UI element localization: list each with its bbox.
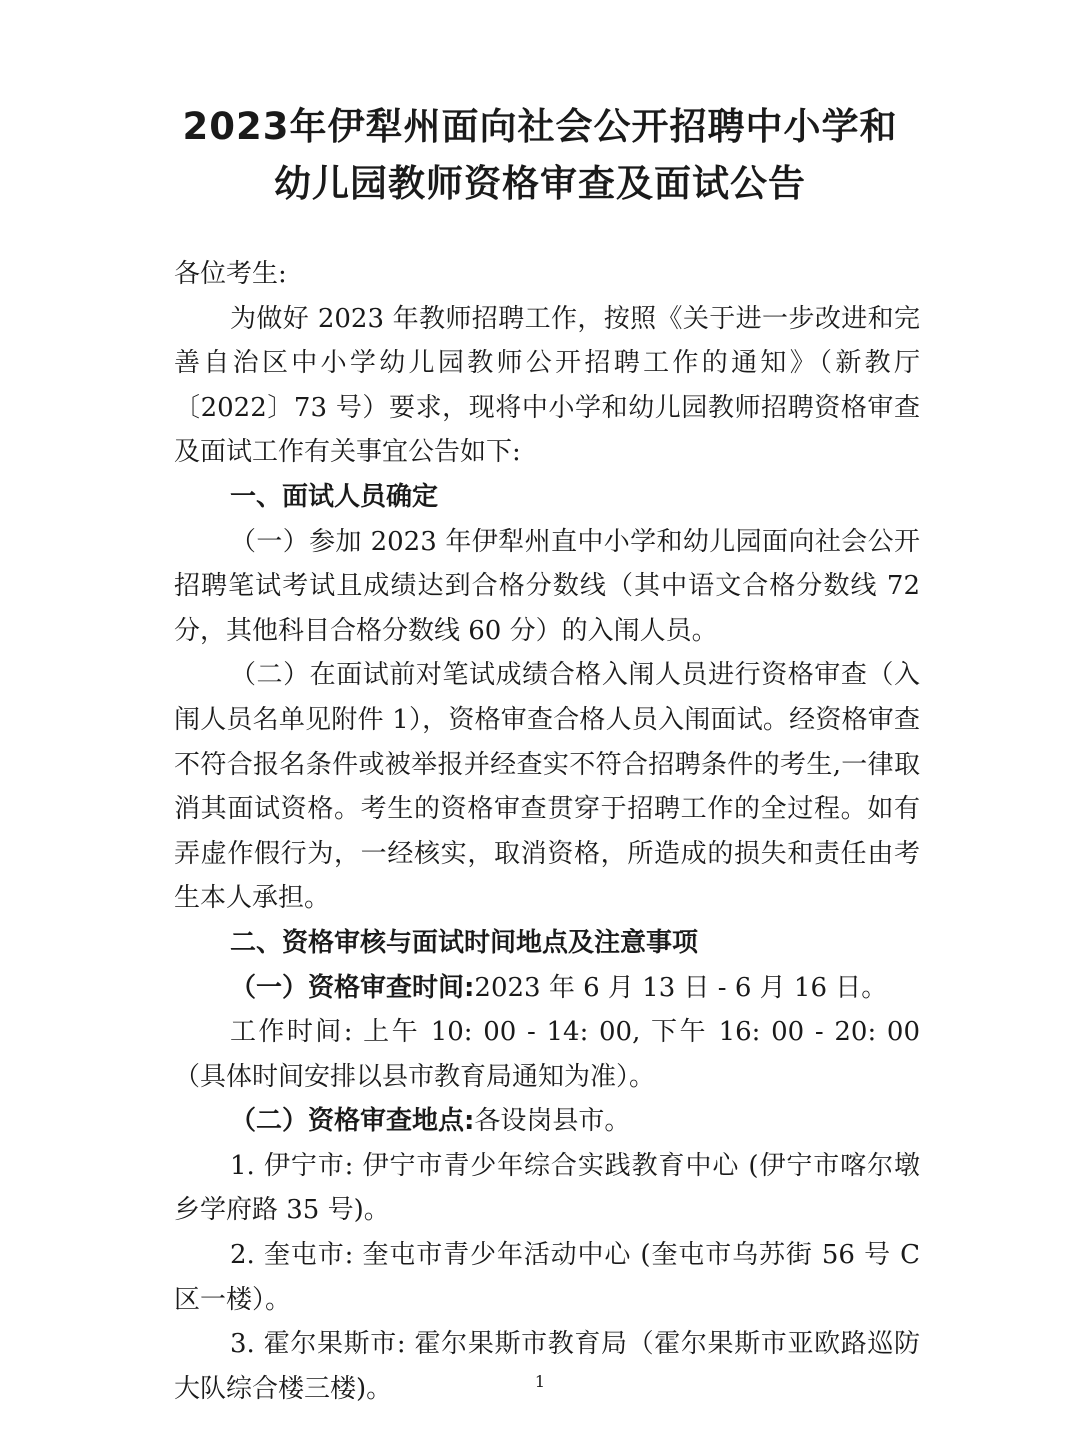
review-time-label: （一）资格审查时间: (230, 972, 475, 1003)
section-2-heading: 二、资格审核与面试时间地点及注意事项 (230, 927, 699, 958)
review-place-value: 各设岗县市。 (474, 1106, 631, 1137)
title-line-1: 2023年伊犁州面向社会公开招聘中小学和 (182, 105, 898, 148)
location-kuitun: 2. 奎屯市: 奎屯市青少年活动中心 (奎屯市乌苏街 56 号 C 区一楼）。 (174, 1240, 920, 1315)
review-place (174, 1099, 920, 1144)
review-time (174, 966, 920, 1011)
intro-paragraph: 为做好 2023 年教师招聘工作，按照《关于进一步改进和完善自治区中小学幼儿园教师公开招聘工作的通知》（新教厅〔2022〕73 号）要求，现将中小学和幼儿园教师招聘资格审查及面试工作有关事宜公告如下: (174, 303, 920, 468)
work-hours: 工作时间: 上午 10: 00 - 14: 00, 下午 16: 00 - 20: 00（具体时间安排以县市教育局通知为准）。 (174, 1017, 920, 1092)
review-place-label: （二）资格审查地点: (230, 1106, 475, 1137)
section-1-paragraph-1: （一）参加 2023 年伊犁州直中小学和幼儿园面向社会公开招聘笔试考试且成绩达到合格分数线（其中语文合格分数线 72 分，其他科目合格分数线 60 分）的入闱人员。 (174, 526, 920, 646)
review-time-value: 2023 年 6 月 13 日 - 6 月 16 日。 (474, 972, 888, 1003)
page-number: 1 (534, 1372, 546, 1391)
section-1-paragraph-2: （二）在面试前对笔试成绩合格入闱人员进行资格审查（入闱人员名单见附件 1），资格审查合格人员入闱面试。经资格审查不符合报名条件或被举报并经查实不符合招聘条件的考生,一律取消其面试资格。考生的资格审查贯穿于招聘工作的全过程。如有弄虚作假行为，一经核实，取消资格，所造成的损失和责任由考生本人承担。 (174, 660, 920, 914)
section-1-heading: 一、面试人员确定 (230, 481, 439, 512)
document-body (174, 252, 920, 1411)
title-line-2: 幼儿园教师资格审查及面试公告 (274, 162, 806, 205)
location-yining: 1. 伊宁市: 伊宁市青少年综合实践教育中心 (伊宁市喀尔墩乡学府路 35 号)。 (174, 1150, 920, 1226)
document-title (100, 98, 980, 212)
greeting: 各位考生: (174, 259, 287, 289)
location-horgos: 3. 霍尔果斯市: 霍尔果斯市教育局（霍尔果斯市亚欧路巡防大队综合楼三楼)。 (174, 1329, 920, 1404)
